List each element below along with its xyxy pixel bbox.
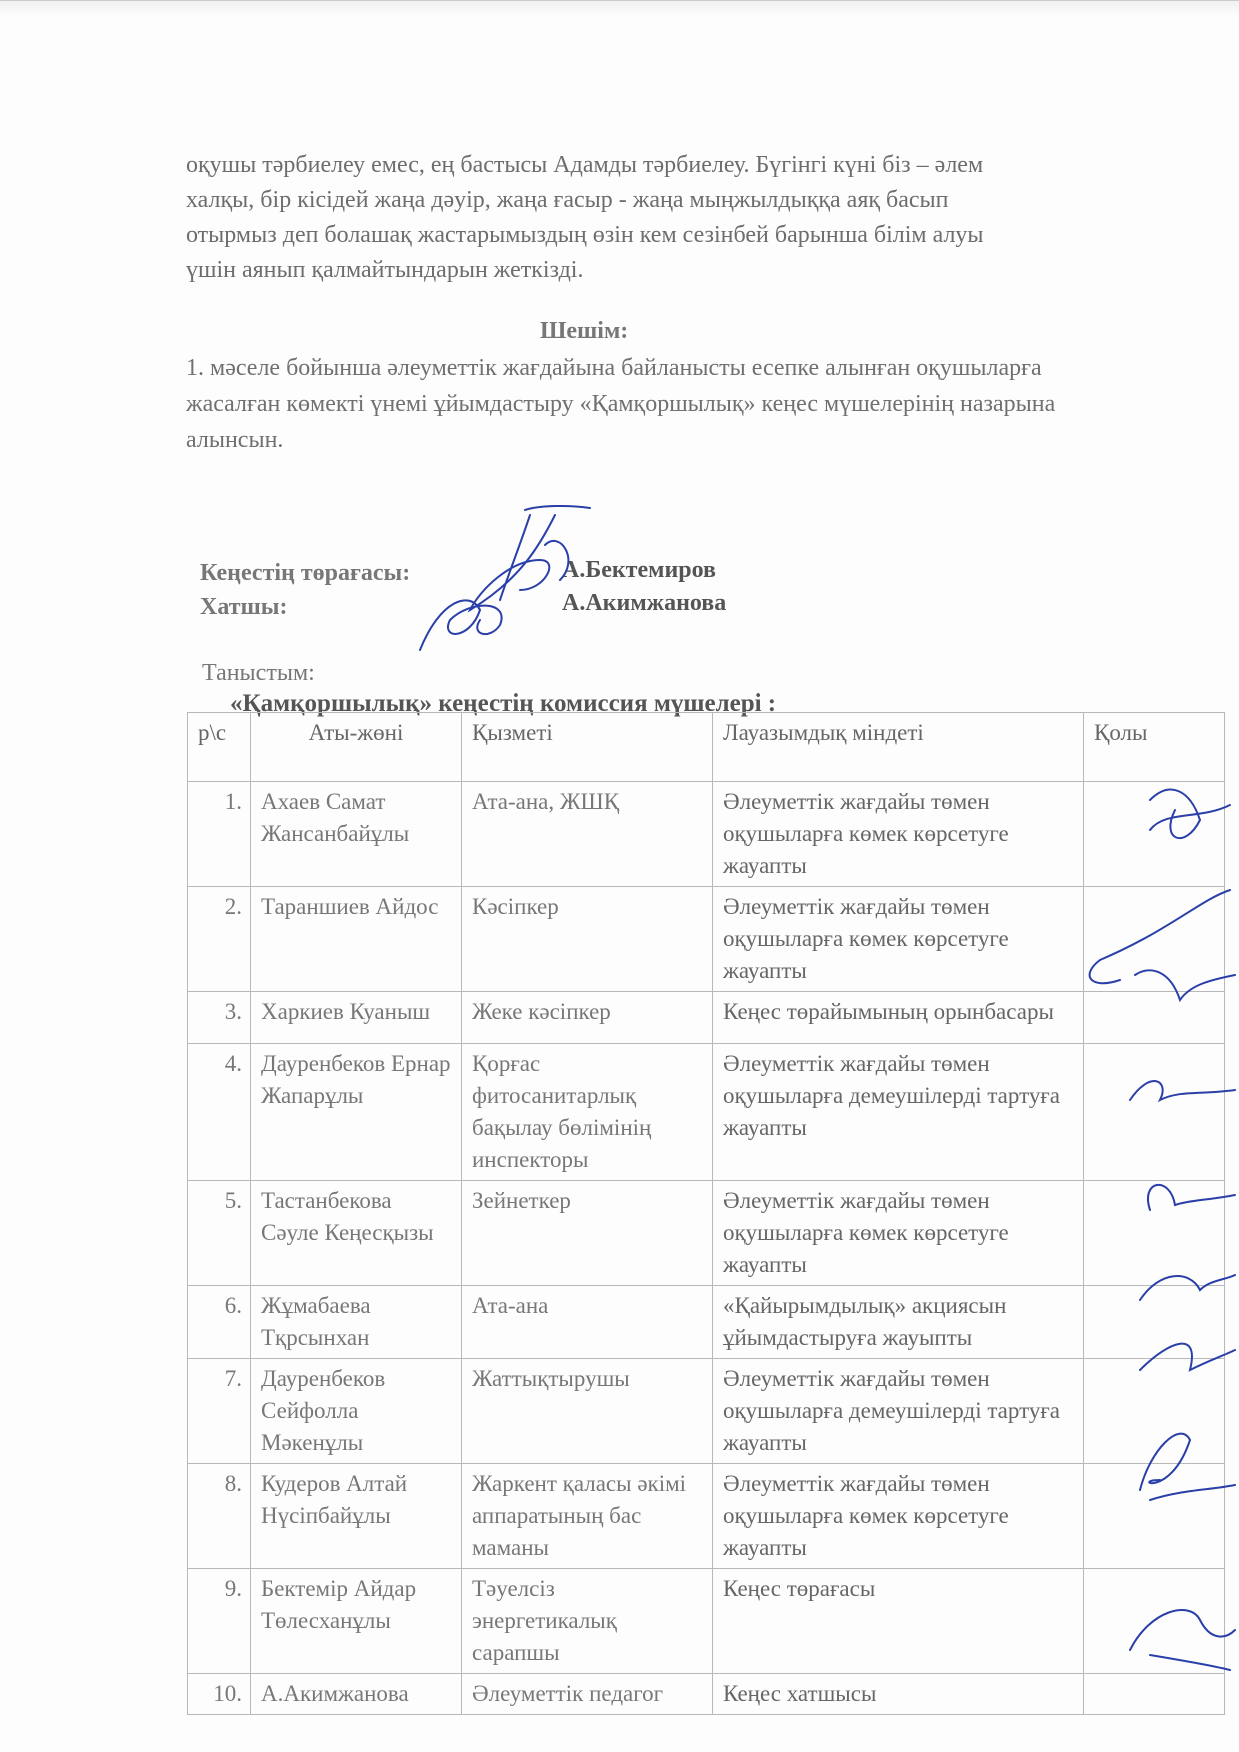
cell-job: Қорғас фитосанитарлық бақылау бөлімінің инспекторы xyxy=(462,1044,713,1181)
cell-name: Кудеров Алтай Нүсіпбайұлы xyxy=(251,1464,462,1569)
cell-number: 4. xyxy=(188,1044,251,1181)
table-row xyxy=(188,1464,1225,1569)
table-row xyxy=(188,1569,1225,1674)
table-row xyxy=(188,1286,1225,1359)
cell-name: Харкиев Куаныш xyxy=(251,992,462,1044)
cell-job: Жеке кәсіпкер xyxy=(462,992,713,1044)
cell-signature xyxy=(1084,1464,1225,1569)
cell-number: 10. xyxy=(188,1674,251,1715)
cell-number: 3. xyxy=(188,992,251,1044)
header-duty: Лауазымдық міндеті xyxy=(713,713,1084,782)
paragraph-line: оқушы тәрбиелеу емес, ең бастысы Адамды тәрбиелеу. Бүгінгі күні біз – әлем xyxy=(186,152,984,178)
table-row xyxy=(188,1181,1225,1286)
table-row xyxy=(188,782,1225,887)
cell-name: Дауренбеков Сейфолла Мәкенұлы xyxy=(251,1359,462,1464)
table-row xyxy=(188,1359,1225,1464)
cell-name: А.Акимжанова xyxy=(251,1674,462,1715)
paragraph-line: үшін аянып қалмайтындарын жеткізді. xyxy=(186,257,584,283)
decision-text: 1. мәселе бойынша әлеуметтік жағдайына байланысты есепке алынған оқушыларға жасалған көмекті үнемі ұйымдастыру «Қамқоршылық» кеңес мүшелерінің назарына алынсын. xyxy=(186,355,1056,453)
secretary-name: А.Акимжанова xyxy=(562,590,727,616)
secretary-signature xyxy=(420,600,502,650)
cell-number: 2. xyxy=(188,887,251,992)
decision-title: Шешім: xyxy=(540,318,629,344)
cell-job: Әлеуметтік педагог xyxy=(462,1674,713,1715)
cell-signature xyxy=(1084,992,1225,1044)
cell-signature xyxy=(1084,1286,1225,1359)
cell-name: Тастанбекова Сәуле Кеңесқызы xyxy=(251,1181,462,1286)
cell-duty: Кеңес төрайымының орынбасары xyxy=(713,992,1084,1044)
cell-name: Дауренбеков Ернар Жапарұлы xyxy=(251,1044,462,1181)
cell-number: 6. xyxy=(188,1286,251,1359)
chair-label: Кеңестің төрағасы: xyxy=(200,560,411,586)
cell-job: Кәсіпкер xyxy=(462,887,713,992)
header-job: Қызметі xyxy=(462,713,713,782)
cell-job: Жаркент қаласы әкімі аппаратының бас маманы xyxy=(462,1464,713,1569)
cell-duty: Кеңес хатшысы xyxy=(713,1674,1084,1715)
paragraph-line: халқы, бір кісідей жаңа дәуір, жаңа ғасыр - жаңа мыңжылдыққа аяқ басып xyxy=(186,187,949,213)
chair-name: А.Бектемиров xyxy=(562,557,717,583)
cell-duty: Әлеуметтік жағдайы төмен оқушыларға көмек көрсетуге жауапты xyxy=(713,782,1084,887)
cell-job: Зейнеткер xyxy=(462,1181,713,1286)
cell-name: Тараншиев Айдос xyxy=(251,887,462,992)
table-row xyxy=(188,887,1225,992)
secretary-label: Хатшы: xyxy=(200,594,288,620)
cell-signature xyxy=(1084,1674,1225,1715)
cell-signature xyxy=(1084,1044,1225,1181)
cell-duty: «Қайырымдылық» акциясын ұйымдастыруға жауыпты xyxy=(713,1286,1084,1359)
header-name: Аты-жөні xyxy=(251,713,462,782)
cell-duty: Әлеуметтік жағдайы төмен оқушыларға көмек көрсетуге жауапты xyxy=(713,1181,1084,1286)
cell-number: 8. xyxy=(188,1464,251,1569)
cell-duty: Әлеуметтік жағдайы төмен оқушыларға көмек көрсетуге жауапты xyxy=(713,1464,1084,1569)
cell-signature xyxy=(1084,1181,1225,1286)
cell-name: Жұмабаева Тқрсынхан xyxy=(251,1286,462,1359)
header-num: р\с xyxy=(188,713,251,782)
cell-name: Ахаев Самат Жансанбайұлы xyxy=(251,782,462,887)
scan-edge xyxy=(0,0,1239,17)
cell-job: Тәуелсіз энергетикалық сарапшы xyxy=(462,1569,713,1674)
acquainted-label: Таныстым: xyxy=(202,660,315,686)
paragraph-line: отырмыз деп болашақ жастарымыздың өзін кем сезінбей барынша білім алуы xyxy=(186,222,984,248)
cell-signature xyxy=(1084,782,1225,887)
cell-number: 7. xyxy=(188,1359,251,1464)
table-header-row xyxy=(188,713,1225,782)
cell-duty: Әлеуметтік жағдайы төмен оқушыларға демеушілерді тартуға жауапты xyxy=(713,1359,1084,1464)
cell-duty: Әлеуметтік жағдайы төмен оқушыларға көмек көрсетуге жауапты xyxy=(713,887,1084,992)
cell-signature xyxy=(1084,1569,1225,1674)
cell-signature xyxy=(1084,1359,1225,1464)
cell-number: 1. xyxy=(188,782,251,887)
committee-title: «Қамқоршылық» кеңестің комиссия мүшелері : xyxy=(230,690,777,717)
table-row xyxy=(188,1044,1225,1181)
cell-signature xyxy=(1084,887,1225,992)
members-table xyxy=(187,712,1225,1715)
cell-duty: Әлеуметтік жағдайы төмен оқушыларға демеушілерді тартуға жауапты xyxy=(713,1044,1084,1181)
cell-job: Ата-ана, ЖШҚ xyxy=(462,782,713,887)
cell-number: 5. xyxy=(188,1181,251,1286)
cell-duty: Кеңес төрағасы xyxy=(713,1569,1084,1674)
body-paragraph xyxy=(186,148,1236,288)
table-row xyxy=(188,992,1225,1044)
cell-job: Ата-ана xyxy=(462,1286,713,1359)
table-row xyxy=(188,1674,1225,1715)
header-signature: Қолы xyxy=(1084,713,1225,782)
cell-job: Жаттықтырушы xyxy=(462,1359,713,1464)
cell-number: 9. xyxy=(188,1569,251,1674)
cell-name: Бектемір Айдар Төлесханұлы xyxy=(251,1569,462,1674)
